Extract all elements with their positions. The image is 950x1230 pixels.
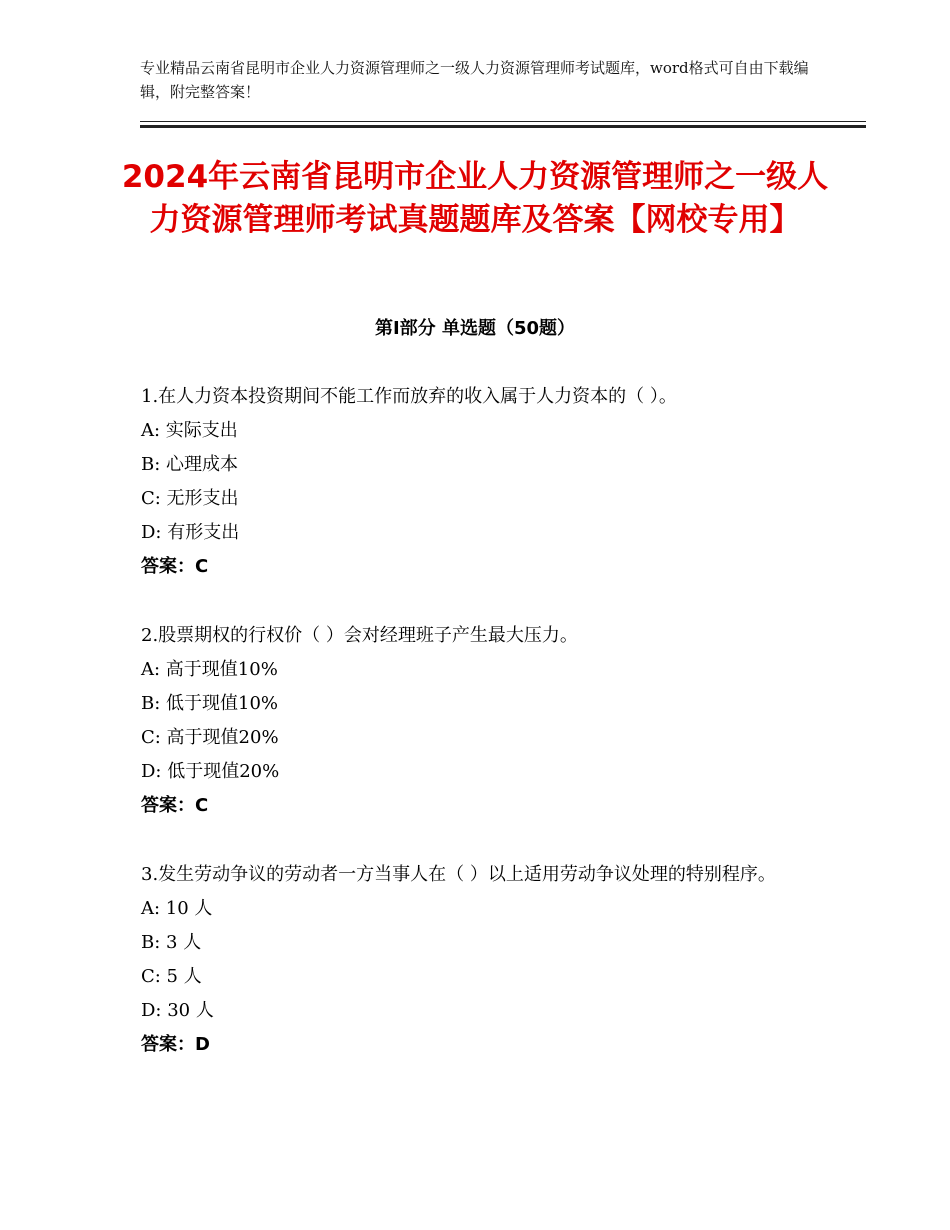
option-c: C: 5 人 (141, 966, 202, 987)
question-1 (141, 380, 821, 584)
option-b: B: 心理成本 (141, 454, 239, 475)
header-divider-thin (140, 121, 866, 122)
section-title: 第Ⅰ部分 单选题（50题） (374, 318, 575, 339)
header-divider-thick (140, 125, 866, 128)
question-answer: 答案：D (141, 1034, 210, 1055)
question-answer: 答案：C (141, 556, 209, 577)
option-list (141, 414, 821, 550)
option-list (141, 892, 821, 1028)
option-d: D: 有形支出 (141, 522, 240, 543)
question-stem: 3.发生劳动争议的劳动者一方当事人在（ ）以上适用劳动争议处理的特别程序。 (141, 864, 776, 885)
option-b: B: 低于现值10% (141, 693, 279, 714)
option-d: D: 30 人 (141, 1000, 214, 1021)
option-list (141, 653, 821, 789)
question-2 (141, 619, 821, 823)
option-a: A: 实际支出 (141, 420, 238, 441)
question-stem: 2.股票期权的行权价（ ）会对经理班子产生最大压力。 (141, 625, 578, 646)
option-d: D: 低于现值20% (141, 761, 280, 782)
document-title: 2024年云南省昆明市企业人力资源管理师之一级人力资源管理师考试真题题库及答案【网校专用】 (121, 159, 829, 238)
question-stem: 1.在人力资本投资期间不能工作而放弃的收入属于人力资本的（ ）。 (141, 386, 677, 407)
option-c: C: 无形支出 (141, 488, 239, 509)
option-b: B: 3 人 (141, 932, 202, 953)
header-note: 专业精品云南省昆明市企业人力资源管理师之一级人力资源管理师考试题库，word格式可自由下载编辑，附完整答案！ (140, 59, 809, 101)
question-list (141, 380, 821, 1097)
question-3 (141, 858, 821, 1062)
option-a: A: 高于现值10% (141, 659, 278, 680)
question-answer: 答案：C (141, 795, 209, 816)
option-a: A: 10 人 (141, 898, 213, 919)
option-c: C: 高于现值20% (141, 727, 279, 748)
